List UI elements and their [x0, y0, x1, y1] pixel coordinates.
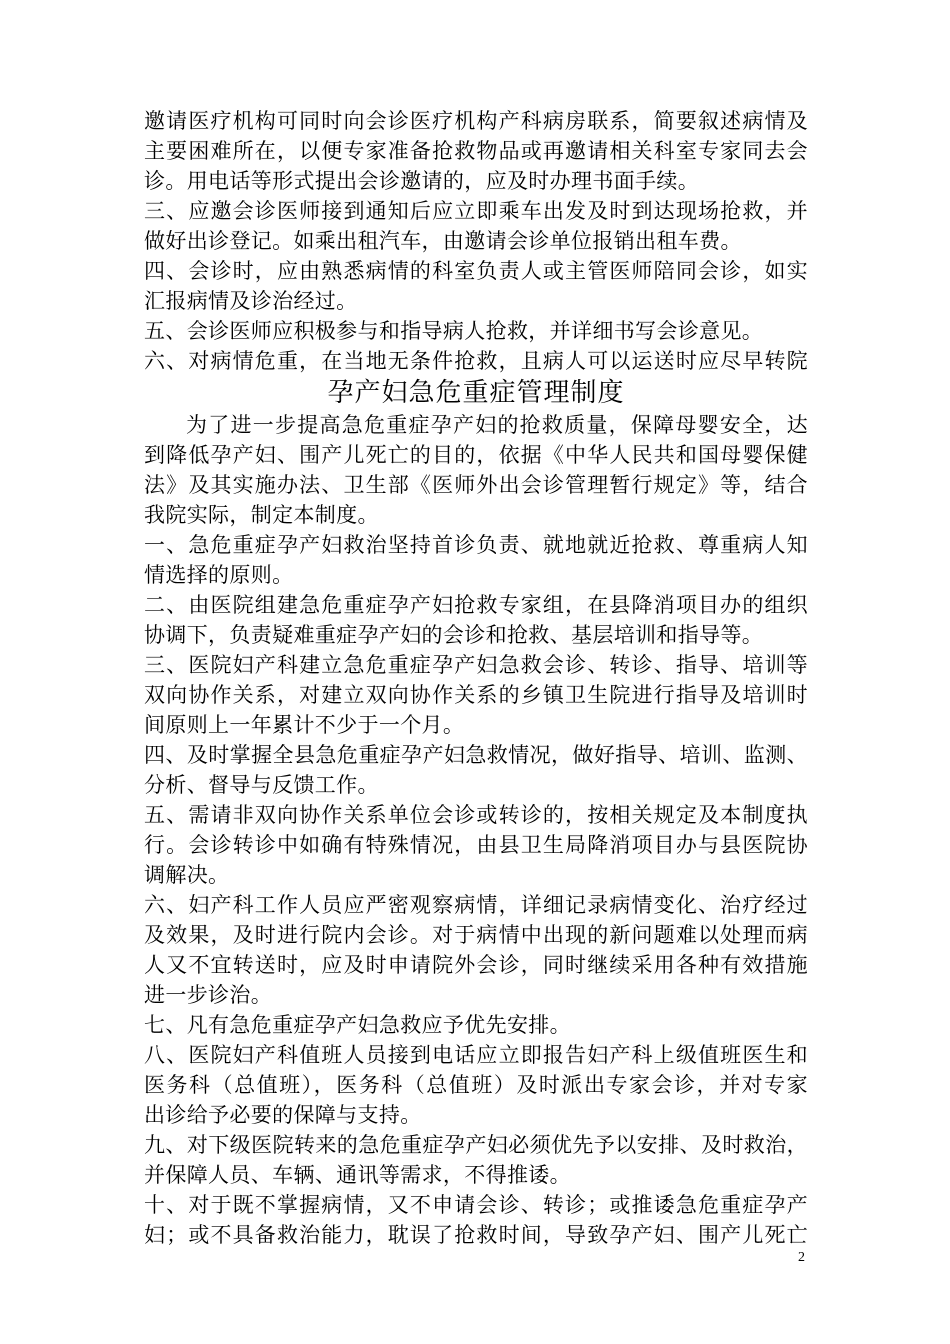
article-10 — [144, 1190, 808, 1250]
text-line: 并保障人员、车辆、通讯等需求，不得推诿。 — [144, 1163, 571, 1187]
paragraph-item-5 — [144, 316, 808, 346]
text-line: 四、及时掌握全县急危重症孕产妇急救情况，做好指导、培训、监测、 — [144, 743, 808, 767]
intro-paragraph — [144, 410, 808, 530]
text-line: 医务科（总值班），医务科（总值班）及时派出专家会诊，并对专家 — [144, 1073, 808, 1097]
text-line: 做好出诊登记。如乘出租汽车，由邀请会诊单位报销出租车费。 — [144, 229, 742, 253]
text-line: 调解决。 — [144, 863, 230, 887]
text-line: 妇；或不具备救治能力，耽误了抢救时间，导致孕产妇、围产儿死亡 — [144, 1223, 808, 1247]
paragraph-continuation — [144, 106, 808, 196]
text-line: 到降低孕产妇、围产儿死亡的目的，依据《中华人民共和国母婴保健 — [144, 443, 808, 467]
text-line: 主要困难所在，以便专家准备抢救物品或再邀请相关科室专家同去会 — [144, 139, 808, 163]
article-2 — [144, 590, 808, 650]
text-line: 四、会诊时，应由熟悉病情的科室负责人或主管医师陪同会诊，如实 — [144, 259, 808, 283]
text-line: 三、应邀会诊医师接到通知后应立即乘车出发及时到达现场抢救，并 — [144, 199, 808, 223]
text-line: 行。会诊转诊中如确有特殊情况，由县卫生局降消项目办与县医院协 — [144, 833, 808, 857]
paragraph-item-4 — [144, 256, 808, 316]
article-1 — [144, 530, 808, 590]
text-line: 出诊给予必要的保障与支持。 — [144, 1103, 422, 1127]
text-line: 我院实际，制定本制度。 — [144, 503, 379, 527]
document-body — [144, 106, 808, 1250]
text-line: 三、医院妇产科建立急危重症孕产妇急救会诊、转诊、指导、培训等 — [144, 653, 808, 677]
article-4 — [144, 740, 808, 800]
text-line: 法》及其实施办法、卫生部《医师外出会诊管理暂行规定》等，结合 — [144, 473, 808, 497]
text-line: 诊。用电话等形式提出会诊邀请的，应及时办理书面手续。 — [144, 169, 700, 193]
article-8 — [144, 1040, 808, 1130]
text-line: 人又不宜转送时，应及时申请院外会诊，同时继续采用各种有效措施 — [144, 953, 808, 977]
text-line: 进一步诊治。 — [144, 983, 273, 1007]
text-line: 间原则上一年累计不少于一个月。 — [144, 713, 465, 737]
article-3 — [144, 650, 808, 740]
text-line: 分析、督导与反馈工作。 — [144, 773, 379, 797]
text-line: 情选择的原则。 — [144, 563, 294, 587]
article-9 — [144, 1130, 808, 1190]
page-number: 2 — [798, 1250, 805, 1265]
text-line: 一、急危重症孕产妇救治坚持首诊负责、就地就近抢救、尊重病人知 — [144, 533, 808, 557]
text-line: 十、对于既不掌握病情，又不申请会诊、转诊；或推诿急危重症孕产 — [144, 1193, 808, 1217]
text-line: 五、会诊医师应积极参与和指导病人抢救，并详细书写会诊意见。 — [144, 319, 764, 343]
text-line: 五、需请非双向协作关系单位会诊或转诊的，按相关规定及本制度执 — [144, 803, 808, 827]
article-7 — [144, 1010, 808, 1040]
text-line: 邀请医疗机构可同时向会诊医疗机构产科病房联系，简要叙述病情及 — [144, 109, 808, 133]
text-line: 双向协作关系，对建立双向协作关系的乡镇卫生院进行指导及培训时 — [144, 683, 808, 707]
text-line: 协调下，负责疑难重症孕产妇的会诊和抢救、基层培训和指导等。 — [144, 623, 764, 647]
article-5 — [144, 800, 808, 890]
text-line: 为了进一步提高急危重症孕产妇的抢救质量，保障母婴安全，达 — [186, 413, 808, 437]
text-line: 九、对下级医院转来的急危重症孕产妇必须优先予以安排、及时救治， — [144, 1133, 808, 1157]
paragraph-item-6 — [144, 346, 808, 376]
text-line: 七、凡有急危重症孕产妇急救应予优先安排。 — [144, 1013, 571, 1037]
paragraph-item-3 — [144, 196, 808, 256]
text-line: 及效果，及时进行院内会诊。对于病情中出现的新问题难以处理而病 — [144, 923, 808, 947]
text-line: 汇报病情及诊治经过。 — [144, 289, 358, 313]
text-line: 六、妇产科工作人员应严密观察病情，详细记录病情变化、治疗经过 — [144, 893, 808, 917]
text-line: 八、医院妇产科值班人员接到电话应立即报告妇产科上级值班医生和 — [144, 1043, 808, 1067]
text-line: 二、由医院组建急危重症孕产妇抢救专家组，在县降消项目办的组织 — [144, 593, 808, 617]
section-title: 孕产妇急危重症管理制度 — [327, 378, 625, 408]
text-line: 六、对病情危重，在当地无条件抢救，且病人可以运送时应尽早转院 — [144, 349, 808, 373]
article-6 — [144, 890, 808, 1010]
